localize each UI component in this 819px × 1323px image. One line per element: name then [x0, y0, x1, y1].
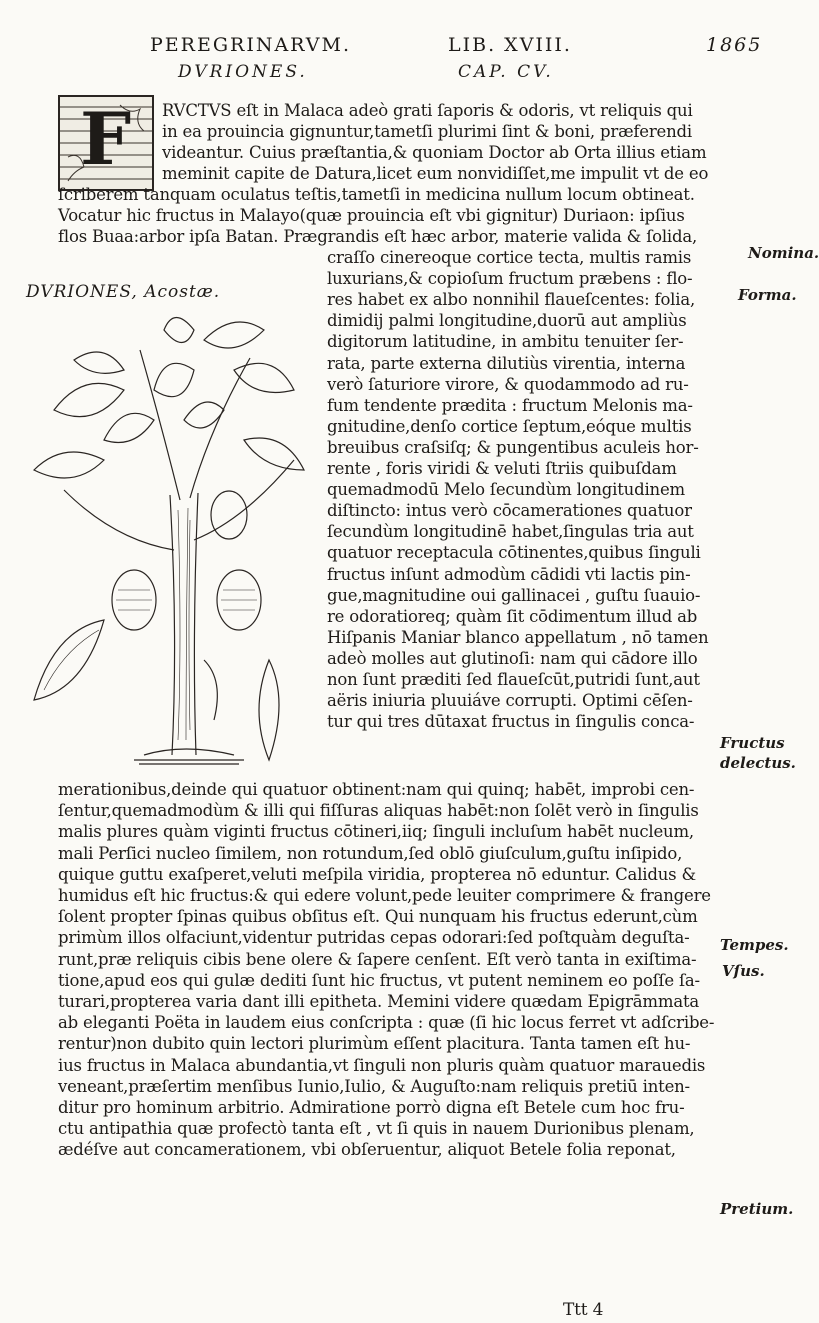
text-line: tione,apud eos qui gulæ dediti ſunt hic fructus, vt putent neminem eo poſſe ſa- [58, 970, 700, 990]
text-line: digitorum latitudine, in ambitu tenuiter ſer- [327, 332, 684, 352]
text-line: aëris iniuria pluuiáve corrupti. Optimi cēſen- [327, 691, 693, 711]
text-line: ditur pro hominum arbitrio. Admiratione porrò digna eſt Betele cum hoc fru- [58, 1098, 685, 1117]
margin-note-forma: Forma. [738, 286, 797, 304]
chapter-number: CAP. CV. [458, 62, 554, 82]
page-number: 1865 [706, 34, 763, 56]
margin-note-fructus: Fructus [720, 734, 785, 752]
text-line: breuibus craſsiſq; & pungentibus aculeis hor- [327, 437, 699, 457]
text-line: ſcriberem tanquam oculatus teſtis,tametſi in medicina nullum locum obtineat. [58, 185, 695, 204]
text-line: res habet ex albo nonnihil flaueſcentes: folia, [327, 290, 696, 310]
text-line: ſecundùm longitudinē habet,ſingulas tria aut [327, 522, 694, 542]
text-line: tur qui tres dūtaxat fructus in ſingulis conca- [327, 712, 695, 732]
text-line: turari,propterea varia dant illi epitheta. Memini videre quædam Epigrāmmata [58, 992, 700, 1011]
text-line: in ea prouincia gignuntur,tametſi plurimi ſint & boni, præferendi [162, 122, 692, 141]
text-line: gue,magnitudine oui gallinacei , guſtu ſuauio- [327, 585, 701, 605]
text-line: ſentur,quemadmodùm & illi qui fiſſuras aliquas habēt:non ſolēt verò in ſingulis [58, 801, 699, 821]
text-line: quatuor receptacula cōtinentes,quibus ſinguli [327, 543, 701, 563]
text-line: diſtincto: intus verò cōcamerationes quatuor [327, 501, 692, 521]
text-line: fum tendente prædita : fructum Melonis ma- [327, 395, 693, 415]
header-left: PEREGRINARVM. [150, 34, 352, 56]
text-line: rente , foris viridi & veluti ſtriis quibuſdam [327, 459, 677, 478]
margin-note-delectus: delectus. [720, 754, 796, 772]
text-line: gnitudine,denſo cortice ſeptum,eóque multis [327, 416, 692, 436]
text-line: quique guttu exaſperet,veluti meſpila viridia, propterea nō eduntur. Calidus & [58, 864, 696, 884]
header-middle: LIB. XVIII. [448, 34, 572, 56]
running-header [0, 34, 800, 56]
text-line: Hiſpanis Maniar blanco appellatum , nō tamen [327, 627, 709, 647]
text-line: adeò molles aut glutinoſi: nam qui cādore illo [327, 648, 698, 668]
text-line: dimidij palmi longitudine,duorū aut ampliùs [327, 311, 687, 331]
text-line: humidus eſt hic fructus:& qui edere volunt,pede leuiter comprimere & frangere [58, 886, 711, 905]
text-line: ſolent propter ſpinas quibus obſitus eſt. Qui nunquam his fructus ederunt,cùm [58, 907, 698, 927]
margin-note-tempus: Tempes. [720, 936, 789, 954]
text-line: rata, parte externa dilutiùs virentia, interna [327, 353, 686, 373]
drop-cap-letter: F [80, 96, 132, 181]
text-line: veneant,præſertim menſibus Iunio,Iulio, & Auguſto:nam reliquis pretiū inten- [58, 1076, 690, 1096]
text-line: mali Perſici nucleo ſimilem, non rotundum,ſed oblō giuſculum,guſtu inſipido, [58, 843, 683, 863]
text-line: merationibus,deinde qui quatuor obtinent:nam qui quinq; habēt, improbi cen- [58, 780, 695, 799]
drop-cap-ornament [58, 95, 154, 191]
text-line: fructus inſunt admodùm cādidi vti lactis pin- [327, 564, 691, 584]
text-line: runt,præ reliquis cibis bene olere & ſapere cenſent. Eſt verò tanta in exiſtima- [58, 949, 697, 969]
figure-caption: DVRIONES, Acostæ. [26, 282, 221, 302]
text-line: luxurians,& copioſum fructum præbens : flo- [327, 269, 693, 289]
text-line: flos Buaa:arbor ipſa Batan. Prægrandis eſt hæc arbor, materie valida & ſolida, [58, 227, 698, 246]
text-line: ctu antipathia quæ profectò tanta eſt , vt ſi quis in nauem Durionibus plenam, [58, 1119, 695, 1139]
text-line: quemadmodū Melo ſecundùm longitudinem [327, 480, 685, 500]
signature-mark: Ttt 4 [563, 1300, 604, 1320]
text-line: ædéſve aut concamerationem, vbi obſeruentur, aliquot Betele folia reponat, [58, 1140, 676, 1160]
margin-note-pretium: Pretium. [720, 1200, 794, 1218]
margin-note-usus: Vſus. [722, 962, 765, 980]
text-line: Vocatur hic fructus in Malayo(quæ prouincia eſt vbi gignitur) Duriaon: ipſius [58, 206, 685, 225]
margin-note-nomina: Nomina. [748, 244, 819, 262]
text-line: ius fructus in Malaca abundantia,vt ſinguli non pluris quàm quatuor marauedis [58, 1055, 706, 1075]
text-line: RVCTVS eſt in Malaca adeò grati ſaporis & odoris, vt reliquis qui [162, 101, 693, 120]
durian-tree-illustration [14, 300, 314, 770]
text-line: videantur. Cuius præſtantia,& quoniam Doctor ab Orta illius etiam [162, 143, 707, 162]
text-line: re odoratioreq; quàm ſit cōdimentum illud ab [327, 606, 698, 626]
text-line: verò ſaturiore virore, & quodammodo ad ru- [327, 374, 689, 394]
text-line: meminit capite de Datura,licet eum nonvidiſſet,me impulit vt de eo [162, 164, 709, 183]
text-line: ab eleganti Poëta in laudem eius conſcripta : quæ (ſi hic locus ferret vt adſcribe- [58, 1013, 715, 1033]
chapter-title: DVRIONES. [178, 62, 308, 82]
text-line: malis plures quàm viginti fructus cōtineri,iiq; ſinguli incluſum habēt nucleum, [58, 822, 694, 842]
chapter-header [0, 62, 800, 82]
text-line: rentur)non dubito quin lectori plurimùm eſſent placitura. Tanta tamen eſt hu- [58, 1034, 691, 1054]
text-line: primùm illos olfaciunt,videntur putridas cepas odorari:ſed poſtquàm deguſta- [58, 928, 690, 948]
text-line: non ſunt præditi ſed flaueſcūt,putridi ſunt,aut [327, 670, 700, 689]
text-line: craſſo cinereoque cortice tecta, multis ramis [327, 248, 692, 267]
